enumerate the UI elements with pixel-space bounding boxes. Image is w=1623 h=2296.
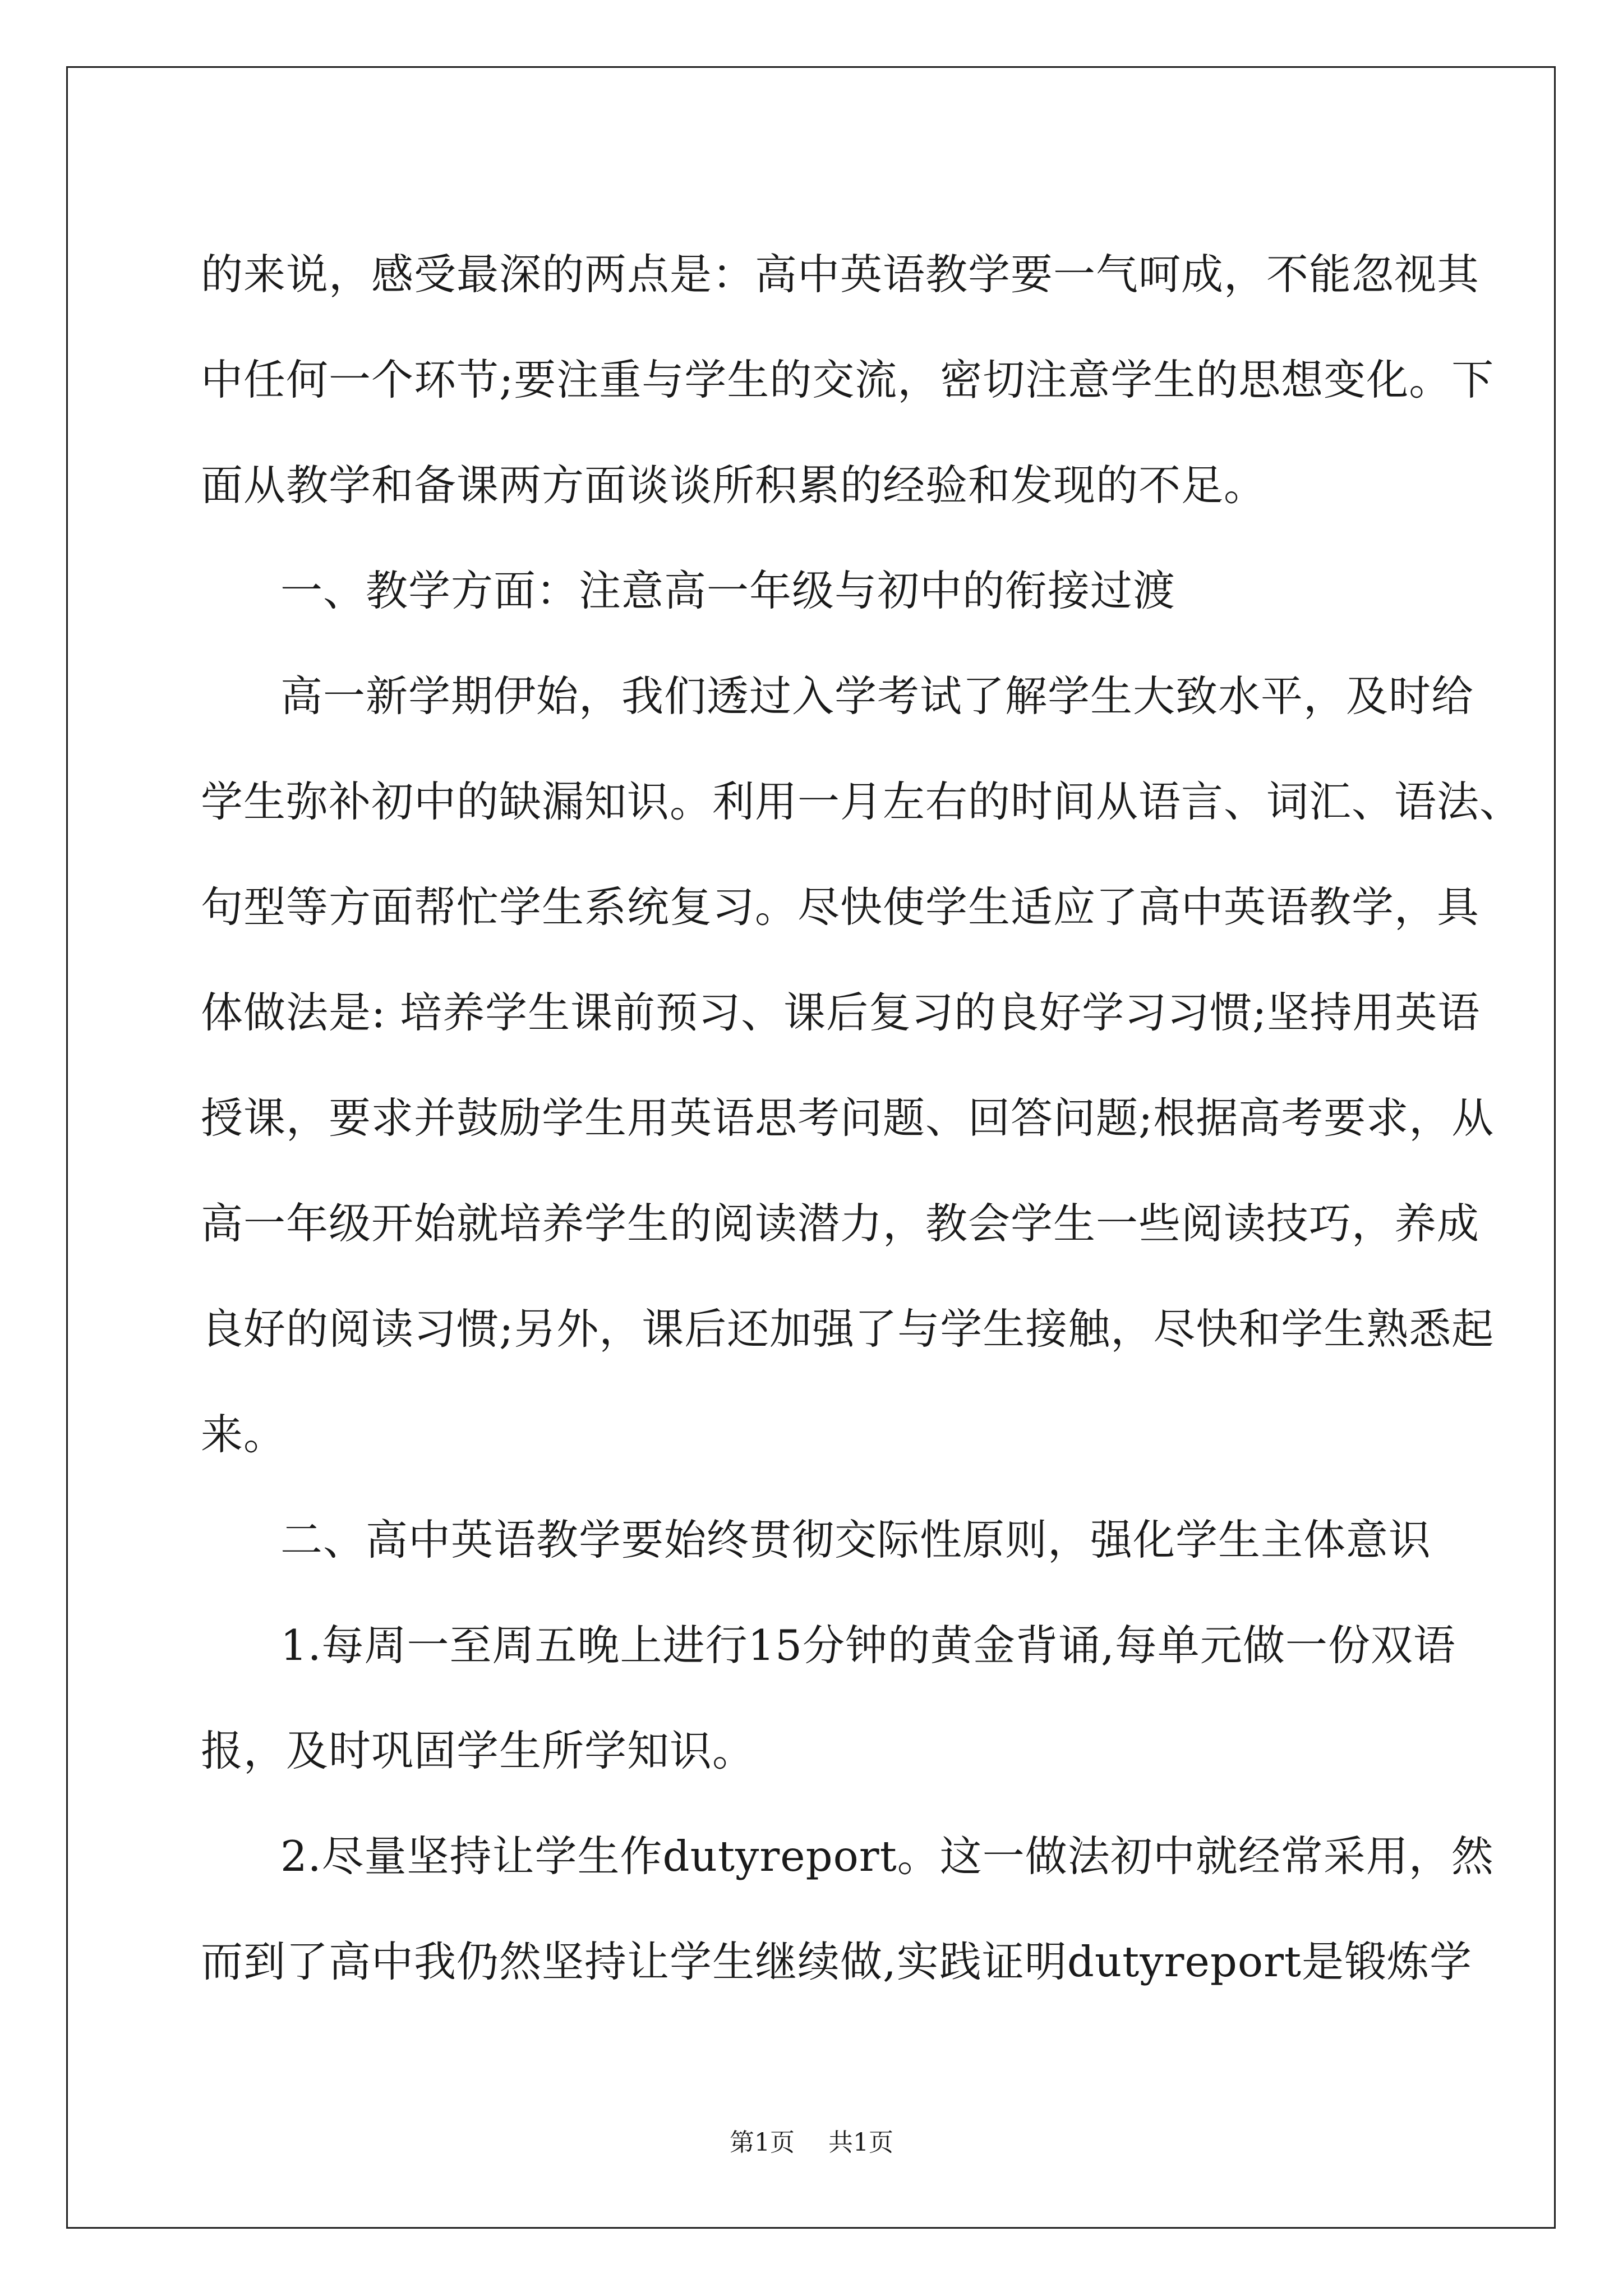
text-line: 报，及时巩固学生所学知识。 <box>201 1726 755 1775</box>
text-line: 学生弥补初中的缺漏知识。利用一月左右的时间从语言、词汇、语法、 <box>201 777 1523 826</box>
text-line: 2.尽量坚持让学生作dutyreport。这一做法初中就经常采用，然 <box>280 1832 1494 1881</box>
page-footer <box>0 2126 1623 2160</box>
text-line: 句型等方面帮忙学生系统复习。尽快使学生适应了高中英语教学，具 <box>201 882 1480 932</box>
document-body <box>201 222 1523 2014</box>
text-line: 高一新学期伊始，我们透过入学考试了解学生大致水平，及时给 <box>280 671 1474 721</box>
text-line: 来。 <box>201 1410 287 1459</box>
text-line: 1.每周一至周五晚上进行15分钟的黄金背诵,每单元做一份双语 <box>280 1621 1456 1670</box>
page-number: 第1页 <box>730 2128 795 2157</box>
text-line: 的来说，感受最深的两点是：高中英语教学要一气呵成，不能忽视其 <box>201 250 1480 299</box>
text-line: 高一年级开始就培养学生的阅读潜力，教会学生一些阅读技巧，养成 <box>201 1199 1480 1248</box>
text-line: 授课，要求并鼓励学生用英语思考问题、回答问题;根据高考要求，从 <box>201 1093 1495 1143</box>
section-heading: 二、高中英语教学要始终贯彻交际性原则，强化学生主体意识 <box>280 1515 1432 1565</box>
section-heading: 一、教学方面：注意高一年级与初中的衔接过渡 <box>280 566 1176 615</box>
text-line: 良好的阅读习惯;另外，课后还加强了与学生接触，尽快和学生熟悉起 <box>201 1304 1495 1354</box>
text-line: 中任何一个环节;要注重与学生的交流，密切注意学生的思想变化。下 <box>201 355 1495 404</box>
page-total: 共1页 <box>828 2128 893 2157</box>
text-line: 而到了高中我仍然坚持让学生继续做,实践证明dutyreport是锻炼学 <box>201 1937 1473 1986</box>
text-line: 面从教学和备课两方面谈谈所积累的经验和发现的不足。 <box>201 461 1267 510</box>
text-line: 体做法是: 培养学生课前预习、课后复习的良好学习习惯;坚持用英语 <box>201 988 1481 1037</box>
